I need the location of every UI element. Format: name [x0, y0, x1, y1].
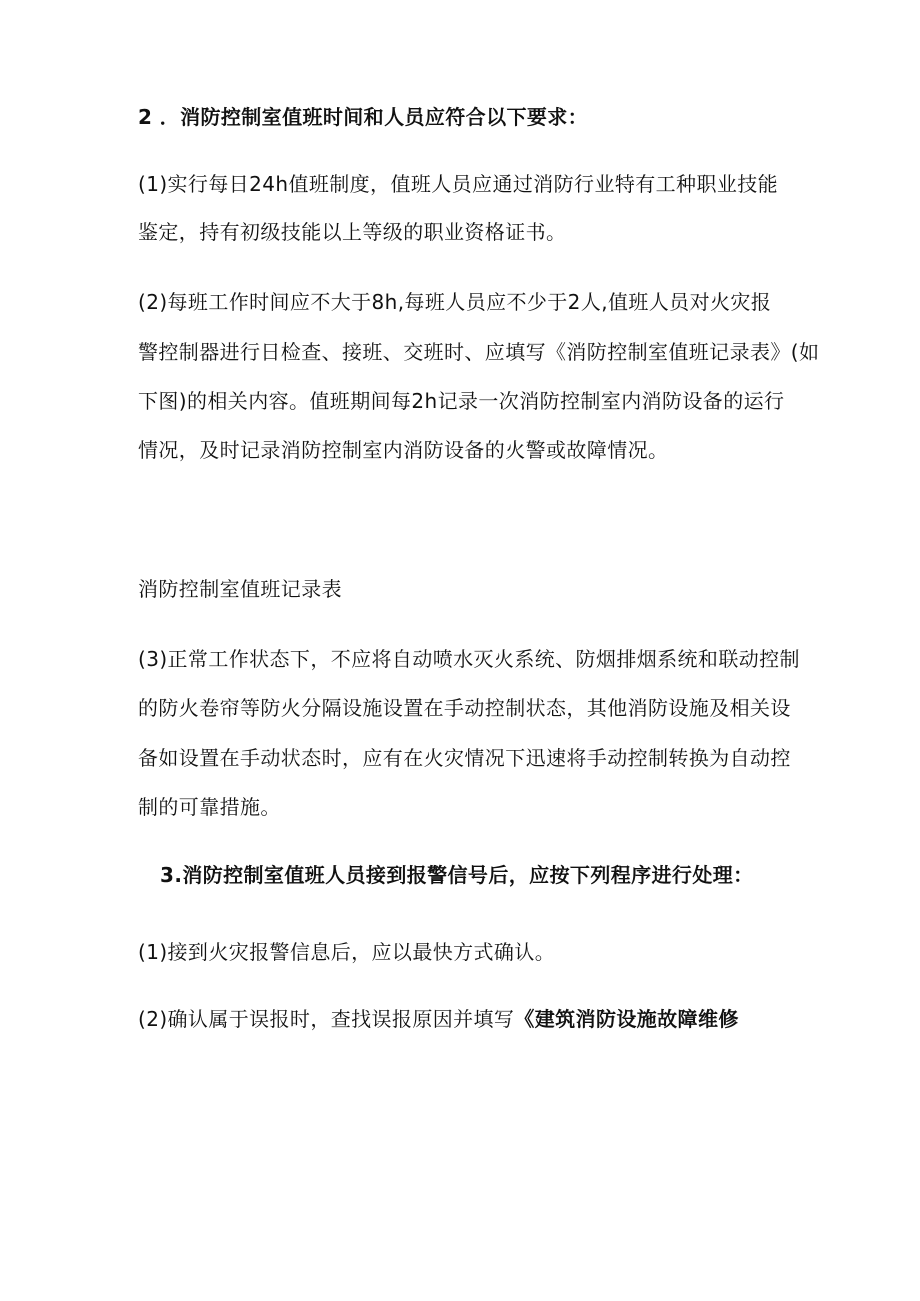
section-3-item-2-text: (2)确认属于误报时，查找误报原因并填写 [138, 1007, 515, 1031]
item-1-line-1: (1)实行每日24h值班制度，值班人员应通过消防行业特有工种职业技能 [138, 172, 779, 196]
item-2-line-3: 下图)的相关内容。值班期间每2h记录一次消防控制室内消防设备的运行 [138, 389, 785, 413]
section-3-heading: 3.消防控制室值班人员接到报警信号后，应按下列程序进行处理： [160, 863, 754, 887]
item-3-line-1: (3)正常工作状态下，不应将自动喷水灭火系统、防烟排烟系统和联动控制 [138, 647, 800, 671]
figure-caption: 消防控制室值班记录表 [138, 577, 342, 601]
item-1-line-2: 鉴定，持有初级技能以上等级的职业资格证书。 [138, 220, 567, 244]
item-2-line-2: 警控制器进行日检查、接班、交班时、应填写《消防控制室值班记录表》(如 [138, 340, 820, 364]
section-3-item-2 [138, 1005, 739, 1033]
item-3-line-2: 的防火卷帘等防火分隔设施设置在手动控制状态，其他消防设施及相关设 [138, 696, 791, 720]
item-2-line-4: 情况，及时记录消防控制室内消防设备的火警或故障情况。 [138, 438, 669, 462]
item-3-line-3: 备如设置在手动状态时，应有在火灾情况下迅速将手动控制转换为自动控 [138, 746, 791, 770]
section-3-item-2-bold-title: 《建筑消防设施故障维修 [514, 1007, 739, 1031]
section-2-heading: 2 ．消防控制室值班时间和人员应符合以下要求： [138, 105, 589, 129]
item-2-line-1: (2)每班工作时间应不大于8h,每班人员应不少于2人,值班人员对火灾报 [138, 290, 772, 314]
section-3-item-1: (1)接到火灾报警信息后，应以最快方式确认。 [138, 940, 556, 964]
item-3-line-4: 制的可靠措施。 [138, 795, 281, 819]
